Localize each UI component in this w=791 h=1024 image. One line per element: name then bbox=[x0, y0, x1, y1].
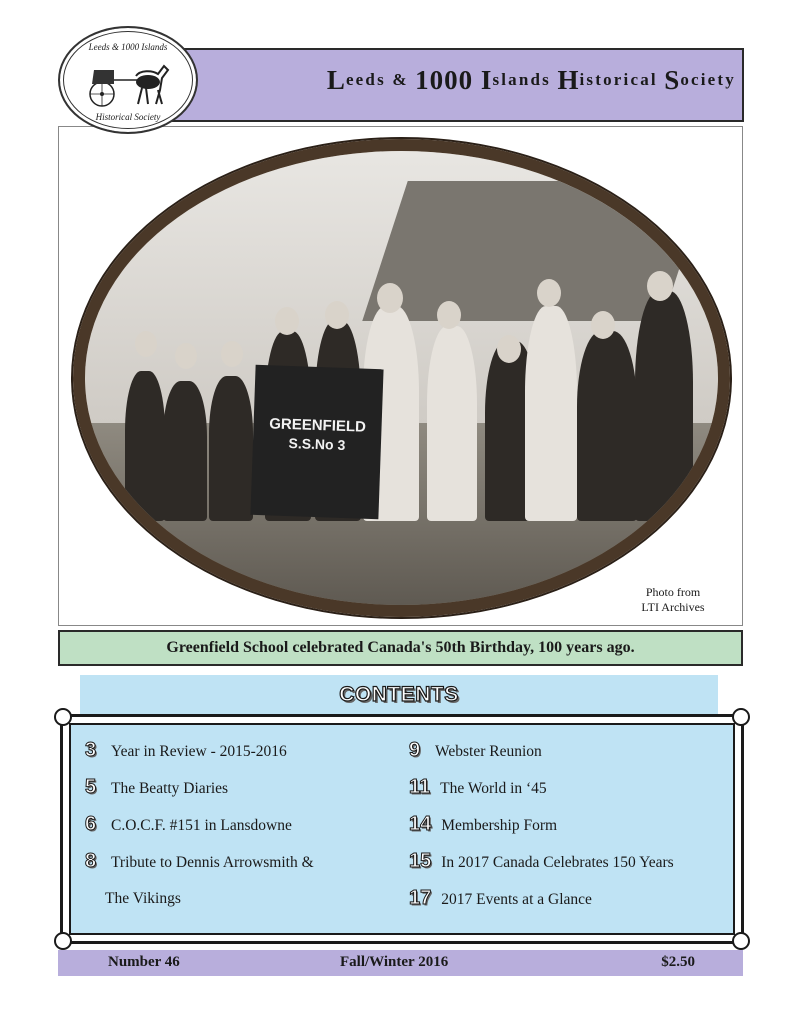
toc-page-number: 5 bbox=[85, 776, 97, 798]
banner-line1: GREENFIELD bbox=[268, 415, 367, 436]
title-part: S bbox=[664, 64, 681, 95]
photo-child bbox=[209, 376, 253, 521]
photo-child bbox=[635, 291, 693, 521]
title-part: istorical bbox=[579, 70, 658, 89]
contents-inner bbox=[69, 723, 735, 935]
issue-price: $2.50 bbox=[661, 954, 695, 970]
toc-title: The Beatty Diaries bbox=[111, 780, 229, 797]
toc-page-number: 14 bbox=[409, 813, 432, 835]
toc-entry[interactable] bbox=[85, 813, 292, 836]
photo-child bbox=[577, 331, 637, 521]
title-part: 1000 I bbox=[415, 64, 493, 95]
toc-page-number: 11 bbox=[409, 776, 431, 798]
toc-title: The World in ‘45 bbox=[440, 780, 547, 797]
contents-heading: CONTENTS bbox=[339, 683, 459, 706]
toc-title: Year in Review - 2015-2016 bbox=[111, 743, 287, 760]
decorative-corner bbox=[54, 708, 72, 726]
photo-credit bbox=[628, 585, 718, 615]
toc-entry[interactable] bbox=[409, 739, 542, 762]
issue-season: Fall/Winter 2016 bbox=[340, 954, 449, 970]
oval-photo bbox=[73, 139, 730, 617]
title-part: slands bbox=[492, 70, 552, 89]
toc-title: Webster Reunion bbox=[435, 743, 542, 760]
toc-entry[interactable] bbox=[409, 887, 592, 910]
toc-entry[interactable] bbox=[85, 850, 314, 873]
toc-title: C.O.C.F. #151 in Lansdowne bbox=[111, 817, 292, 834]
photo-credit-line2: LTI Archives bbox=[641, 600, 705, 614]
photo-child-head bbox=[497, 335, 521, 363]
cover-photo-frame bbox=[58, 126, 743, 626]
photo-child-head bbox=[221, 341, 243, 367]
society-title bbox=[210, 60, 736, 100]
toc-title: Tribute to Dennis Arrowsmith & bbox=[111, 854, 314, 871]
toc-page-number: 6 bbox=[85, 813, 97, 835]
toc-title: Membership Form bbox=[441, 817, 558, 834]
toc-entry[interactable] bbox=[85, 739, 287, 762]
photo-child-head bbox=[377, 283, 403, 313]
toc-entry[interactable] bbox=[409, 850, 674, 873]
toc-title: 2017 Events at a Glance bbox=[441, 891, 592, 908]
photo-child-head bbox=[591, 311, 615, 339]
decorative-corner bbox=[732, 932, 750, 950]
decorative-corner bbox=[54, 932, 72, 950]
issue-number: Number 46 bbox=[108, 954, 180, 970]
horse-and-buggy-icon bbox=[80, 56, 176, 110]
banner-line2: S.S.No 3 bbox=[288, 435, 346, 453]
title-part: L bbox=[326, 64, 346, 95]
photo-child-head bbox=[325, 301, 349, 329]
toc-page-number: 8 bbox=[85, 850, 97, 872]
title-part: ociety bbox=[680, 70, 736, 89]
photo-child bbox=[525, 306, 577, 521]
title-part: H bbox=[557, 64, 580, 95]
toc-page-number: 15 bbox=[409, 850, 432, 872]
toc-page-number: 3 bbox=[85, 739, 97, 761]
decorative-corner bbox=[732, 708, 750, 726]
photo-child-head bbox=[647, 271, 673, 301]
photo-child bbox=[427, 326, 477, 521]
photo-child-head bbox=[175, 343, 197, 369]
photo-credit-line1: Photo from bbox=[645, 585, 701, 599]
toc-page-number: 9 bbox=[409, 739, 421, 761]
photo-child-head bbox=[275, 307, 299, 335]
photo-child-head bbox=[537, 279, 561, 307]
toc-entry[interactable] bbox=[409, 776, 547, 799]
logo-text-top: Leeds & 1000 Islands bbox=[88, 42, 168, 52]
toc-page-number: 17 bbox=[409, 887, 432, 909]
photo-child bbox=[125, 371, 165, 521]
society-logo bbox=[58, 26, 198, 134]
photo-child-head bbox=[437, 301, 461, 329]
contents-heading-bar bbox=[80, 675, 718, 715]
toc-title-continuation: The Vikings bbox=[105, 890, 181, 907]
photo-children-group bbox=[125, 271, 695, 521]
title-part: eeds & bbox=[345, 70, 409, 89]
greenfield-banner bbox=[250, 365, 383, 519]
logo-text-bottom: Historical Society bbox=[95, 112, 161, 122]
photo-caption: Greenfield School celebrated Canada's 50th Birthday, 100 years ago. bbox=[58, 630, 743, 666]
table-of-contents bbox=[60, 714, 744, 944]
photo-child-head bbox=[135, 331, 157, 357]
toc-title: In 2017 Canada Celebrates 150 Years bbox=[441, 854, 674, 871]
photo-child bbox=[163, 381, 207, 521]
toc-entry[interactable] bbox=[85, 776, 228, 799]
issue-footer bbox=[58, 950, 743, 976]
toc-entry[interactable] bbox=[409, 813, 557, 836]
